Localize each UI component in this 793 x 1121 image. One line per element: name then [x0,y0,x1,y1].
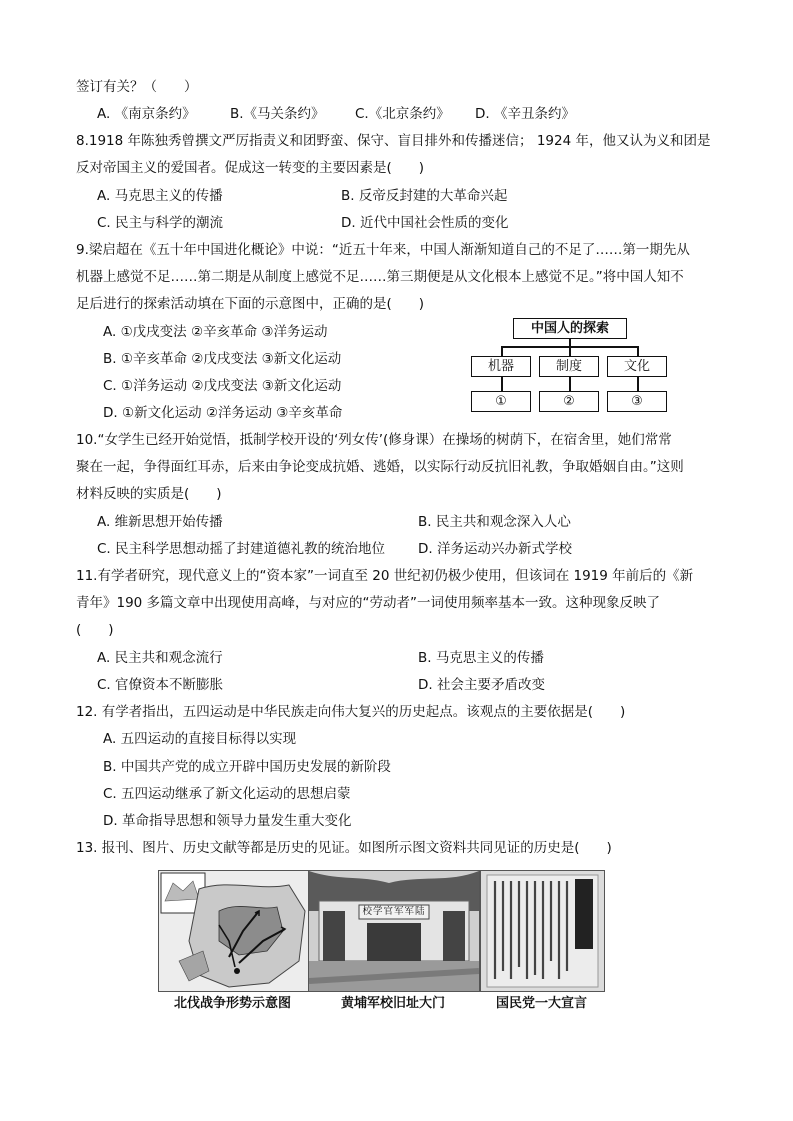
diagram-connector [637,377,639,391]
q7-option-b[interactable]: B.《马关条约》 [230,106,325,122]
q9-option-a[interactable]: A. ①戊戌变法 ②辛亥革命 ③洋务运动 [103,324,328,340]
q10-stem-line-3: 材料反映的实质是( ) [76,486,222,502]
q10-option-c[interactable]: C. 民主科学思想动摇了封建道德礼教的统治地位 [97,541,386,557]
q8-option-a[interactable]: A. 马克思主义的传播 [97,188,223,204]
q11-option-a[interactable]: A. 民主共和观念流行 [97,650,223,666]
gate-illustration [309,871,479,991]
q9-stem-line-3: 足后进行的探索活动填在下面的示意图中，正确的是( ) [76,296,425,312]
diagram-connector [501,346,503,356]
q7-option-c[interactable]: C.《北京条约》 [355,106,450,122]
exploration-diagram [468,318,668,418]
q8-option-d[interactable]: D. 近代中国社会性质的变化 [341,215,509,231]
q9-option-b[interactable]: B. ①辛亥革命 ②戊戌变法 ③新文化运动 [103,351,342,367]
q11-option-c[interactable]: C. 官僚资本不断膨胀 [97,677,224,693]
q8-stem-line-2: 反对帝国主义的爱国者。促成这一转变的主要因素是( ) [76,160,425,176]
manifesto-caption: 国民党一大宣言 [495,996,587,1011]
diagram-branch-culture: 文化 [607,356,667,377]
map-caption: 北伐战争形势示意图 [173,996,291,1011]
diagram-branch-system: 制度 [539,356,599,377]
gate-sign-text: 校学官军军陆 [362,906,426,917]
diagram-connector [569,346,571,356]
map-illustration [159,871,308,991]
q11-option-d[interactable]: D. 社会主要矛盾改变 [418,677,545,693]
q9-stem-line-1: 9.梁启超在《五十年中国进化概论》中说：“近五十年来，中国人渐渐知道自己的不足了……第一期先从 [76,242,690,258]
q8-option-c[interactable]: C. 民主与科学的潮流 [97,215,224,231]
q11-option-b[interactable]: B. 马克思主义的传播 [418,650,544,666]
document-illustration [481,871,604,991]
q12-option-d[interactable]: D. 革命指导思想和领导力量发生重大变化 [103,813,352,829]
q7-option-a[interactable]: A. 《南京条约》 [97,106,196,122]
q9-stem-line-2: 机器上感觉不足……第二期是从制度上感觉不足……第三期便是从文化根本上感觉不足。”将中国人知不 [76,269,684,285]
whampoa-gate-image [308,870,480,992]
q8-stem-line-1: 8.1918 年陈独秀曾撰文严厉指责义和团野蛮、保守、盲目排外和传播迷信； 1924 年，他又认为义和团是 [76,133,711,149]
q8-option-b[interactable]: B. 反帝反封建的大革命兴起 [341,188,508,204]
q12-option-b[interactable]: B. 中国共产党的成立开辟中国历史发展的新阶段 [103,759,391,775]
diagram-connector [637,346,639,356]
q7-stem-tail: 签订有关？（ ） [76,79,198,95]
q12-option-a[interactable]: A. 五四运动的直接目标得以实现 [103,731,297,747]
diagram-slot-3: ③ [607,391,667,412]
diagram-root: 中国人的探索 [513,318,627,339]
q10-option-a[interactable]: A. 维新思想开始传播 [97,514,223,530]
q11-stem-line-1: 11.有学者研究，现代意义上的“资本家”一词直至 20 世纪初仍极少使用，但该词在 1919 年前后的《新 [76,568,694,584]
q12-option-c[interactable]: C. 五四运动继承了新文化运动的思想启蒙 [103,786,351,802]
northern-expedition-map-image [158,870,309,992]
q10-stem-line-2: 聚在一起，争得面红耳赤，后来由争论变成抗婚、逃婚，以实际行动反抗旧礼教，争取婚姻自由。”这则 [76,459,684,475]
q12-stem: 12. 有学者指出，五四运动是中华民族走向伟大复兴的历史起点。该观点的主要依据是( ) [76,704,626,720]
q7-option-d[interactable]: D. 《辛丑条约》 [475,106,575,122]
q10-option-d[interactable]: D. 洋务运动兴办新式学校 [418,541,572,557]
diagram-connector [501,377,503,391]
q10-option-b[interactable]: B. 民主共和观念深入人心 [418,514,571,530]
q9-option-c[interactable]: C. ①洋务运动 ②戊戌变法 ③新文化运动 [103,378,342,394]
diagram-connector [569,377,571,391]
diagram-branch-machine: 机器 [471,356,531,377]
gate-caption: 黄埔军校旧址大门 [340,996,445,1011]
kmt-manifesto-image [480,870,605,992]
q11-stem-line-2: 青年》190 多篇文章中出现使用高峰，与对应的“劳动者”一词使用频率基本一致。这种现象反映了 [76,595,661,611]
q10-stem-line-1: 10.“女学生已经开始觉悟，抵制学校开设的‘列女传’(修身课）在操场的树荫下，在宿舍里，她们常常 [76,432,672,448]
q11-stem-line-3: ( ) [76,622,114,638]
diagram-slot-1: ① [471,391,531,412]
q13-stem: 13. 报刊、图片、历史文献等都是历史的见证。如图所示图文资料共同见证的历史是( ) [76,840,612,856]
diagram-slot-2: ② [539,391,599,412]
q9-option-d[interactable]: D. ①新文化运动 ②洋务运动 ③辛亥革命 [103,405,343,421]
